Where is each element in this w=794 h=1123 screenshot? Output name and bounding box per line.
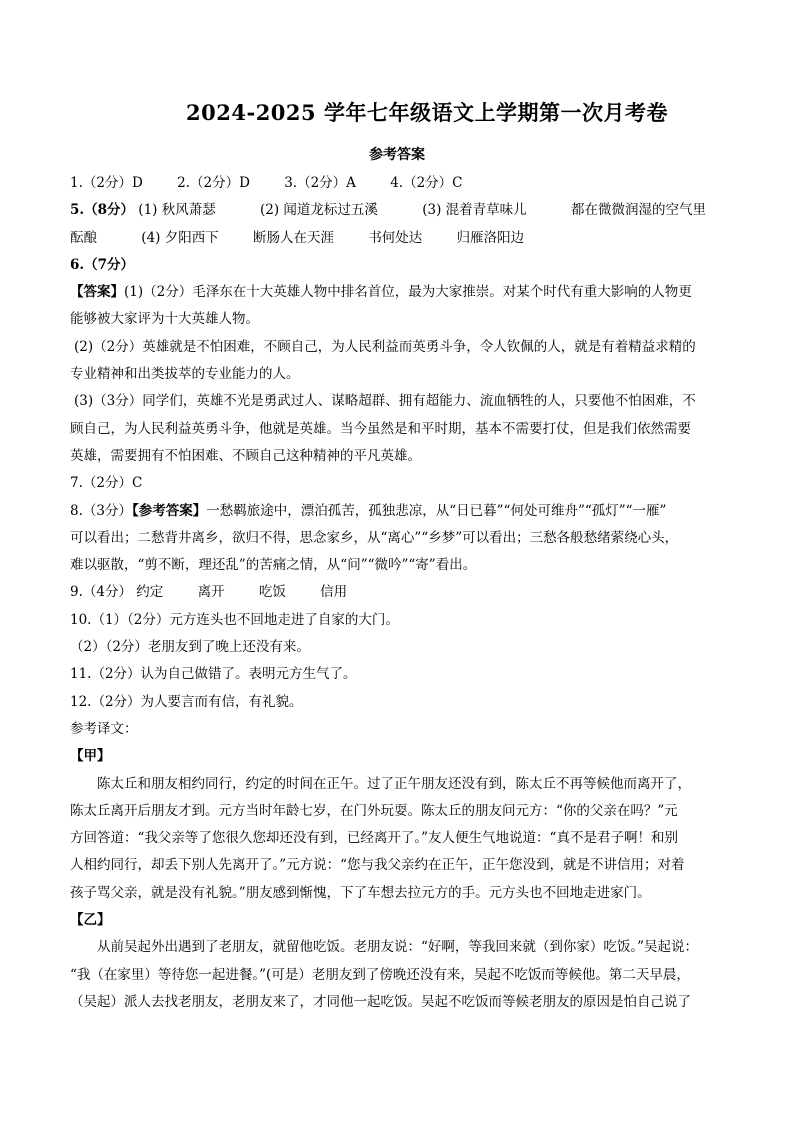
answer-content	[70, 170, 726, 1016]
answer-text: 英雄，需要拥有不怕困难、不顾自己这种精神的平凡英雄。	[70, 447, 421, 464]
translation-text: 从前吴起外出遇到了老朋友，就留他吃饭。老朋友说：“好啊，等我回来就（到你家）吃饭。”吴起说：	[97, 939, 699, 956]
answer-text: 顾自己，为人民利益英勇斗争，他就是英雄。当今虽然是和平时期，基本不需要打仗，但是我们依然需要	[70, 420, 691, 437]
answer-tag: 【答案】	[70, 284, 124, 301]
answer-8-line-1	[70, 498, 726, 525]
page-subtitle: 参考答案	[369, 147, 425, 163]
answer-5-item: 断肠人在天涯	[253, 229, 335, 246]
translation-text: 陈太丘和朋友相约同行，约定的时间在正午。过了正午朋友还没有到，陈太丘不再等候他而离开了，	[97, 775, 691, 792]
page-title: 2024-2025 学年七年级语文上学期第一次月考卷	[186, 100, 668, 125]
answer-6-head: 6.（7分）	[70, 256, 134, 273]
answer-text: 可以看出；二愁背井离乡，欲归不得，思念家乡，从“离心”“乡梦”可以看出；三愁各般愁绪萦绕心头，	[70, 529, 679, 546]
answer-9-item: 吃饭	[258, 584, 286, 601]
section-yi-tag: 【乙】	[70, 912, 111, 929]
answer-5-line-2	[70, 225, 726, 252]
answer-5-item: (1) 秋风萧瑟	[138, 202, 216, 219]
answer-5-item: (2) 闻道龙标过五溪	[260, 202, 378, 219]
answer-12: 12.（2分）为人要言而有信，有礼貌。	[70, 693, 303, 710]
answer-7: 7.（2分）C	[70, 475, 143, 492]
answer-8-tag: 【参考答案】	[131, 502, 207, 519]
translation-text: （吴起）派人去找老朋友，老朋友来了，才同他一起吃饭。吴起不吃饭而等候老朋友的原因是怕自己说了	[70, 993, 691, 1010]
translation-text: 孩子骂父亲，就是没有礼貌。”朋友感到惭愧，下了车想去拉元方的手。元方头也不回地走进家门。	[70, 884, 651, 901]
answer-5-item: 酝酿	[70, 229, 97, 246]
answer-text: (3)（3分）同学们，英雄不光是勇武过人、谋略超群、拥有超能力、流血牺牲的人，只要他不怕困难，不	[74, 393, 696, 410]
answer-10-2: （2）（2分）老朋友到了晚上还没有来。	[70, 639, 310, 656]
answer-text: (1)（2分）毛泽东在十大英雄人物中排名首位，最为大家推崇。对某个时代有重大影响的人物更	[124, 284, 692, 301]
answer-5-head: 5.（8分）	[70, 202, 134, 219]
translation-text: 方回答道：“我父亲等了您很久您却还没有到，已经离开了。”友人便生气地说道：“真不是君子啊！和别	[70, 830, 678, 847]
answer-5-item: 都在微微润湿的空气里	[570, 202, 706, 219]
translation-text: “我（在家里）等待您一起进餐。”(可是）老朋友到了傍晚还没有来，吴起不吃饭而等候他。第二天早晨，	[70, 966, 690, 983]
answer-5-item: 书何处达	[368, 229, 423, 246]
answer-9-item: 约定	[136, 584, 164, 601]
answer-8-head: 8.（3分）	[70, 502, 132, 519]
answer-9-head: 9.（4分）	[70, 584, 132, 601]
answer-9-item: 信用	[320, 584, 348, 601]
translation-label: 参考译文：	[70, 720, 138, 737]
answer-10-1: 10.（1）（2分）元方连头也不回地走进了自家的大门。	[70, 611, 399, 628]
answer-5-item: 归雁洛阳边	[456, 229, 525, 246]
section-jia-tag: 【甲】	[70, 748, 111, 765]
answer-text: 专业精神和出类拔萃的专业能力的人。	[70, 366, 300, 383]
answer-text: 难以驱散，“剪不断，理还乱”的苦痛之情，从“问”“微吟”“寄”看出。	[70, 557, 477, 574]
answer-5-item: (3) 混着青草味儿	[422, 202, 527, 219]
answer-text: 一愁羁旅途中，漂泊孤苦，孤独悲凉，从“日已暮”“何处可维舟”“孤灯”“一雁”	[206, 502, 667, 519]
answers-1-4	[70, 170, 726, 197]
answer-2: 2.（2分）D	[177, 175, 250, 191]
answer-3: 3.（2分）A	[284, 175, 356, 191]
translation-text: 人相约同行，却丢下别人先离开了。”元方说：“您与我父亲约在正午，正午您没到，就是不讲信用；对着	[70, 857, 685, 874]
answer-5-line-1	[70, 197, 726, 224]
answer-1: 1.（2分）D	[70, 175, 143, 191]
answer-text: 能够被大家评为十大英雄人物。	[70, 311, 259, 328]
answer-9-item: 离开	[197, 584, 225, 601]
answer-4: 4.（2分）C	[390, 175, 463, 191]
answer-6-p1	[70, 279, 726, 306]
answer-9	[70, 579, 726, 606]
translation-text: 陈太丘离开后朋友才到。元方当时年龄七岁，在门外玩耍。陈太丘的朋友问元方：“你的父亲在吗？”元	[70, 802, 678, 819]
answer-5-item: (4) 夕阳西下	[141, 229, 219, 246]
answer-text: (2)（2分）英雄就是不怕困难，不顾自己，为人民利益而英勇斗争，令人钦佩的人，就是有着精益求精的	[74, 338, 696, 355]
answer-11: 11.（2分）认为自己做错了。表明元方生气了。	[70, 666, 357, 683]
